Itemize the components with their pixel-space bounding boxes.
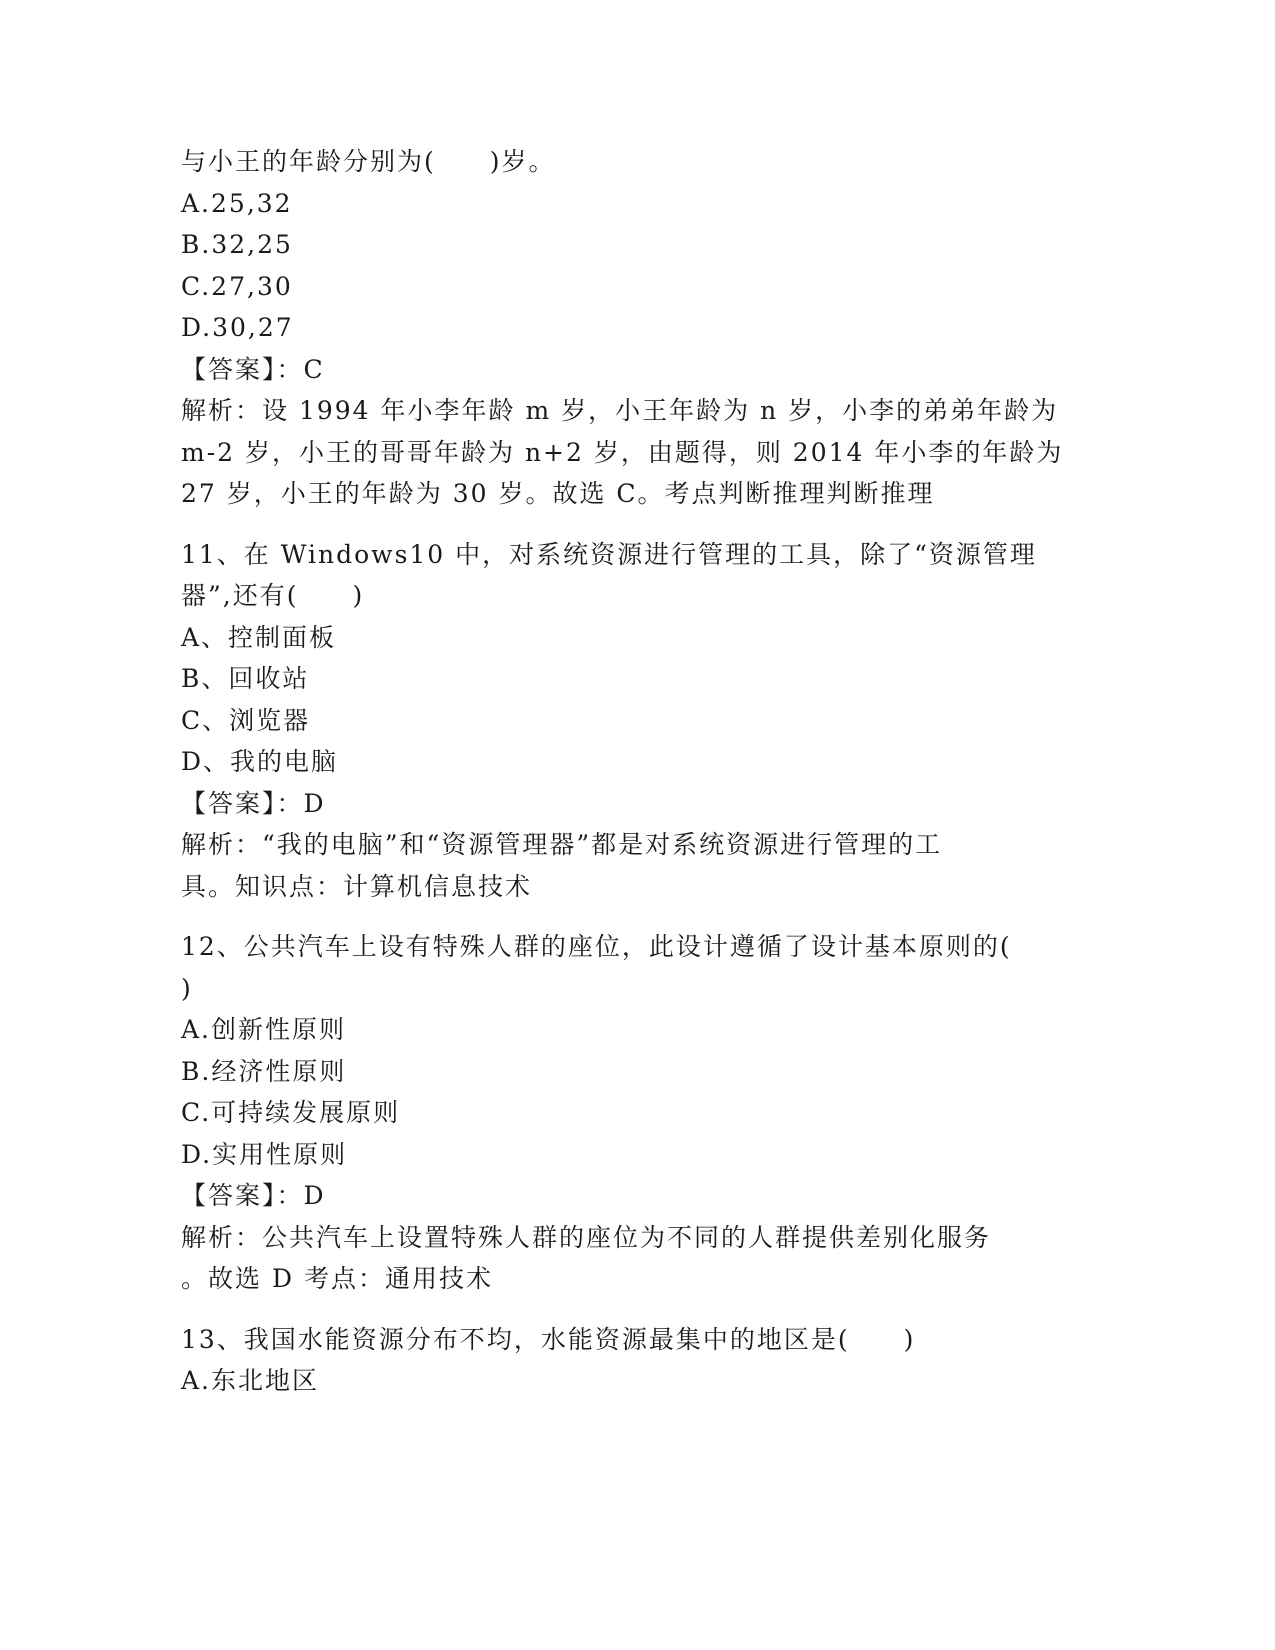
analysis-line: 解析：公共汽车上设置特殊人群的座位为不同的人群提供差别化服务	[181, 1222, 992, 1252]
question-stem: 与小王的年龄分别为( )岁。	[181, 147, 556, 176]
question-stem: )	[181, 973, 193, 1003]
question-10	[181, 141, 1064, 515]
option-a: A.创新性原则	[181, 1015, 347, 1044]
analysis-line: 。故选 D 考点：通用技术	[181, 1264, 493, 1293]
question-stem: 11、在 Windows10 中，对系统资源进行管理的工具，除了“资源管理	[181, 539, 1037, 569]
option-a: A、控制面板	[181, 622, 337, 652]
question-13	[181, 1319, 1061, 1402]
option-a: A.东北地区	[181, 1366, 320, 1395]
option-d: D.实用性原则	[181, 1139, 348, 1169]
question-stem: 12、公共汽车上设有特殊人群的座位，此设计遵循了设计基本原则的(	[181, 932, 1012, 961]
question-stem: 器”,还有( )	[181, 581, 365, 610]
question-11	[181, 534, 1061, 908]
option-c: C、浏览器	[181, 705, 311, 735]
option-d: D、我的电脑	[181, 747, 339, 776]
option-a: A.25,32	[181, 188, 293, 218]
option-b: B.32,25	[181, 230, 293, 259]
analysis-line: m-2 岁，小王的哥哥年龄为 n+2 岁，由题得，则 2014 年小李的年龄为	[181, 437, 1064, 467]
option-b: B、回收站	[181, 664, 310, 693]
analysis-line: 具。知识点：计算机信息技术	[181, 871, 533, 901]
answer: 【答案】：C	[181, 354, 325, 384]
answer: 【答案】：D	[181, 1181, 326, 1210]
option-c: C.27,30	[181, 271, 293, 301]
option-b: B.经济性原则	[181, 1056, 347, 1086]
analysis-line: 27 岁，小王的年龄为 30 岁。故选 C。考点判断推理判断推理	[181, 479, 935, 508]
question-stem: 13、我国水能资源分布不均，水能资源最集中的地区是( )	[181, 1324, 916, 1354]
option-c: C.可持续发展原则	[181, 1098, 401, 1127]
analysis-line: 解析：“我的电脑”和“资源管理器”都是对系统资源进行管理的工	[181, 830, 943, 859]
answer: 【答案】：D	[181, 788, 326, 818]
question-12	[181, 926, 1061, 1300]
analysis-line: 解析：设 1994 年小李年龄 m 岁，小王年龄为 n 岁，小李的弟弟年龄为	[181, 396, 1059, 425]
option-d: D.30,27	[181, 313, 294, 342]
document-page	[181, 141, 1064, 1402]
